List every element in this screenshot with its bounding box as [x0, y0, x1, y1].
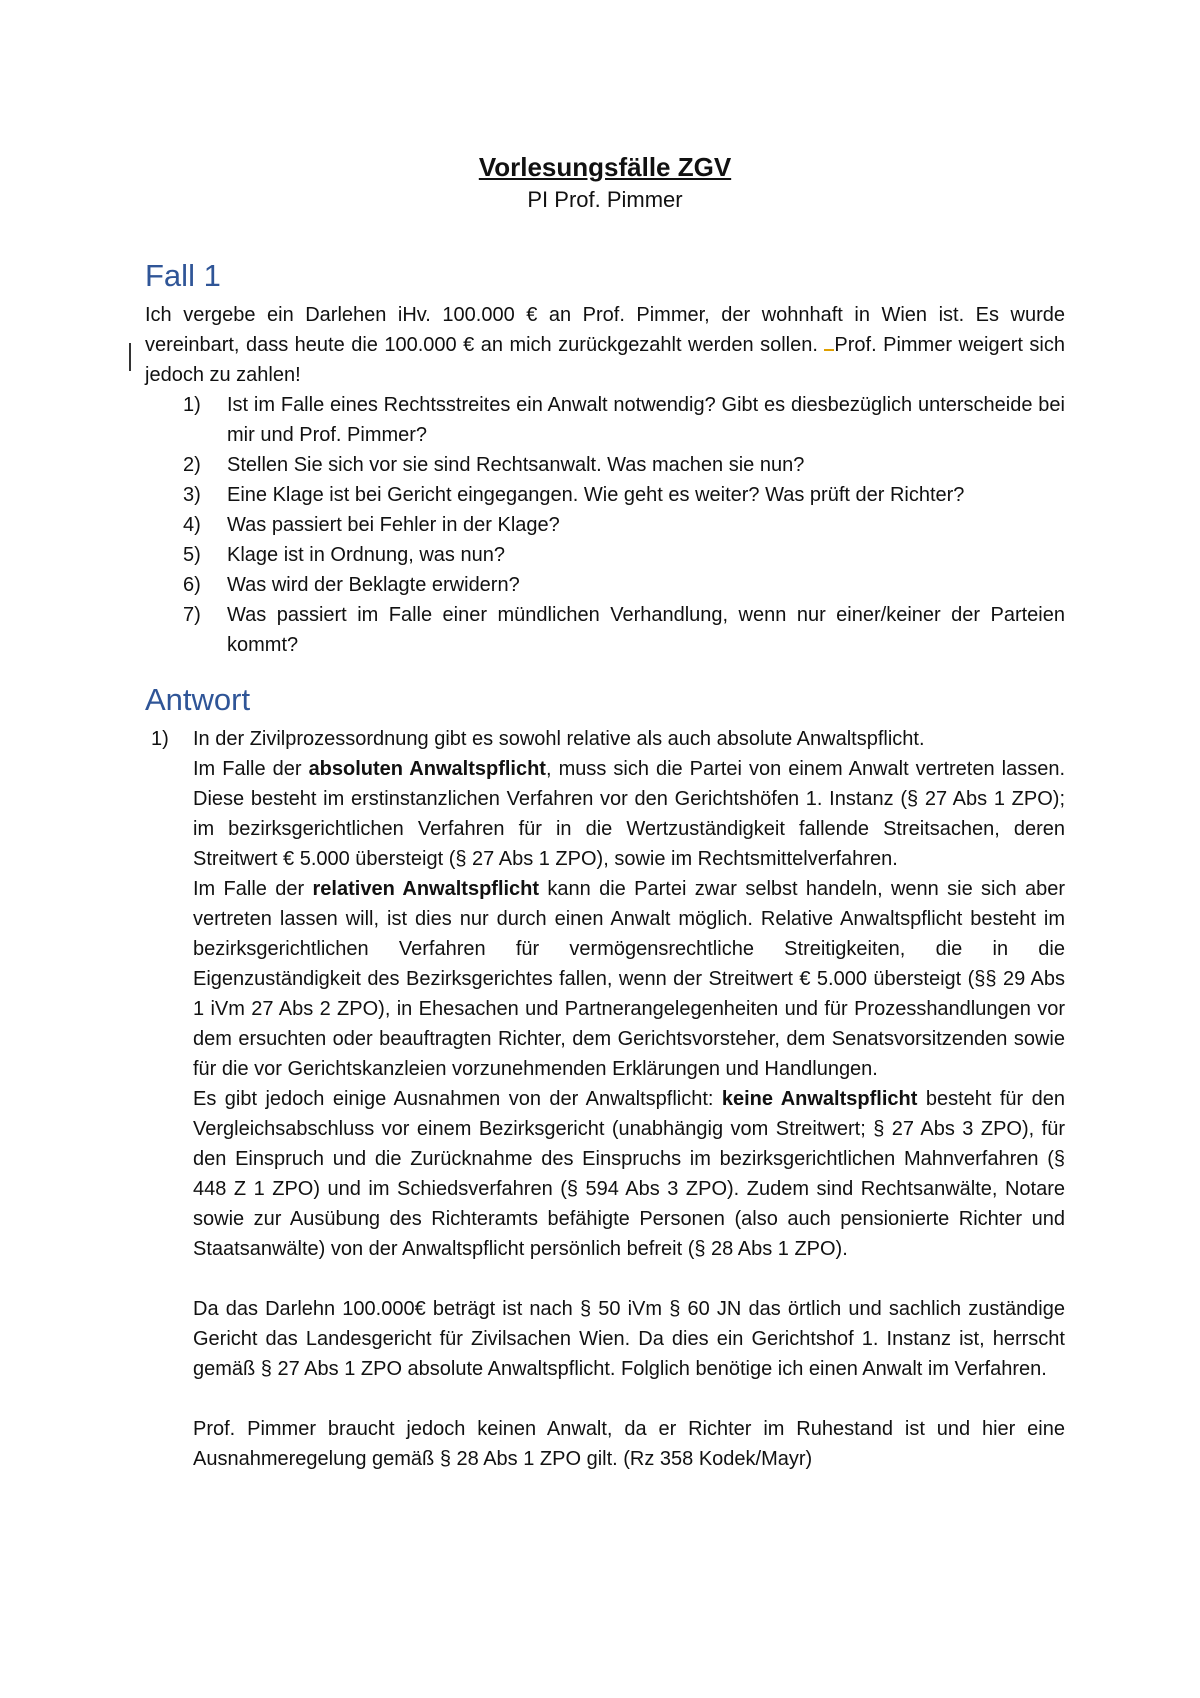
answer-heading: Antwort — [145, 682, 251, 717]
list-item — [183, 390, 1065, 450]
answer-paragraph-absolute — [193, 754, 1065, 874]
document-subtitle: PI Prof. Pimmer — [527, 187, 683, 212]
list-item — [183, 480, 1065, 510]
question-text: Ist im Falle eines Rechtsstreites ein Anwalt notwendig? Gibt es diesbezüglich unterscheide bei mir und Prof. Pimmer? — [227, 394, 1065, 446]
question-text: Was passiert bei Fehler in der Klage? — [227, 514, 560, 536]
paragraph-spacer — [193, 1384, 1065, 1414]
question-list — [145, 390, 1065, 660]
list-item — [183, 600, 1065, 660]
list-item — [183, 570, 1065, 600]
paragraph-spacer — [193, 1264, 1065, 1294]
bold-term: relativen Anwaltspflicht — [312, 878, 540, 900]
question-number: 3) — [183, 484, 201, 506]
answer-list — [145, 724, 1065, 1474]
list-item — [151, 724, 1065, 1474]
list-item — [183, 450, 1065, 480]
list-item — [183, 540, 1065, 570]
text-run: Im Falle der — [193, 878, 313, 900]
answer-paragraph-relative — [193, 874, 1065, 1084]
case-heading: Fall 1 — [145, 258, 221, 293]
text-run: , muss sich die Partei von einem Anwalt vertreten lassen. Diese besteht im erstinstanzlichen Verfahren vor den Gerichtshöfen 1. Instanz (§ 27 Abs 1 ZPO); im bezirksgerichtlichen Verfahren für in die Wertzuständigkeit fallende Streitsachen, deren Streitwert € 5.000 übersteigt (§ 27 Abs 1 ZPO), sowie im Rechtsmittelverfahren. — [193, 758, 1066, 870]
question-text: Eine Klage ist bei Gericht eingegangen. Wie geht es weiter? Was prüft der Richter? — [227, 484, 965, 506]
case-intro-part1: Ich vergebe ein Darlehen iHv. 100.000 € an Prof. Pimmer, der wohnhaft in Wien ist. Es wurde vereinbart, dass heute die 100.000 € an mich zurückgezahlt werden sollen. — [145, 304, 1065, 356]
answer-body — [193, 724, 1065, 1474]
question-number: 2) — [183, 454, 201, 476]
question-number: 4) — [183, 514, 201, 536]
question-number: 6) — [183, 574, 201, 596]
case-intro-part2: Prof. Pimmer weigert sich jedoch zu zahlen! — [145, 334, 1065, 386]
answer-paragraph: In der Zivilprozessordnung gibt es sowohl relative als auch absolute Anwaltspflicht. — [193, 728, 925, 750]
text-run: kann die Partei zwar selbst handeln, wenn sie sich aber vertreten lassen will, ist dies nur durch einen Anwalt möglich. Relative Anwaltspflicht besteht im bezirksgerichtlichen Verfahren für vermögensrechtliche Streitigkeiten, die in die Eigenzuständigkeit des Bezirksgerichtes fallen, wenn der Streitwert € 5.000 übersteigt (§§ 29 Abs 1 iVm 27 Abs 2 ZPO), in Ehesachen und Partnerangelegenheiten und für Prozesshandlungen vor dem ersuchten oder beauftragten Richter, dem Gerichtsvorsteher, dem Senatsvorsitzenden sowie für die vor Gerichtskanzleien vorzunehmenden Erklärungen und Handlungen. — [193, 878, 1065, 1080]
document-title: Vorlesungsfälle ZGV — [478, 152, 732, 182]
question-number: 5) — [183, 544, 201, 566]
answer-paragraph: Da das Darlehn 100.000€ beträgt ist nach § 50 iVm § 60 JN das örtlich und sachlich zuständige Gericht das Landesgericht für Zivilsachen Wien. Da dies ein Gerichtshof 1. Instanz ist, herrscht gemäß § 27 Abs 1 ZPO absolute Anwaltspflicht. Folglich benötige ich einen Anwalt im Verfahren. — [193, 1298, 1065, 1380]
question-text: Was wird der Beklagte erwidern? — [227, 574, 520, 596]
answer-paragraph: Prof. Pimmer braucht jedoch keinen Anwalt, da er Richter im Ruhestand ist und hier eine Ausnahmeregelung gemäß § 28 Abs 1 ZPO gilt. (Rz 358 Kodek/Mayr) — [193, 1418, 1065, 1470]
question-text: Was passiert im Falle einer mündlichen Verhandlung, wenn nur einer/keiner der Parteien kommt? — [227, 604, 1065, 656]
text-run: besteht für den Vergleichsabschluss vor einem Bezirksgericht (unabhängig vom Streitwert; § 27 Abs 3 ZPO), für den Einspruch und die Zurücknahme des Einspruchs im bezirksgerichtlichen Mahnverfahren (§ 448 Z 1 ZPO) und im Schiedsverfahren (§ 594 Abs 3 ZPO). Zudem sind Rechtsanwälte, Notare sowie zur Ausübung des Richteramts befähigte Personen (also auch pensionierte Richter und Staatsanwälte) von der Anwaltspflicht persönlich befreit (§ 28 Abs 1 ZPO). — [193, 1088, 1065, 1260]
edit-mark — [824, 331, 834, 351]
bold-term: keine Anwaltspflicht — [721, 1088, 918, 1110]
question-number: 1) — [183, 394, 201, 416]
question-text: Stellen Sie sich vor sie sind Rechtsanwalt. Was machen sie nun? — [227, 454, 805, 476]
text-run: Im Falle der — [193, 758, 309, 780]
text-cursor — [129, 343, 131, 371]
case-intro — [145, 300, 1065, 390]
answer-number: 1) — [151, 728, 169, 750]
answer-paragraph-exceptions — [193, 1084, 1065, 1264]
question-text: Klage ist in Ordnung, was nun? — [227, 544, 505, 566]
list-item — [183, 510, 1065, 540]
document-page — [145, 150, 1065, 1474]
bold-term: absoluten Anwaltspflicht — [308, 758, 546, 780]
text-run: Es gibt jedoch einige Ausnahmen von der Anwaltspflicht: — [193, 1088, 722, 1110]
question-number: 7) — [183, 604, 201, 626]
